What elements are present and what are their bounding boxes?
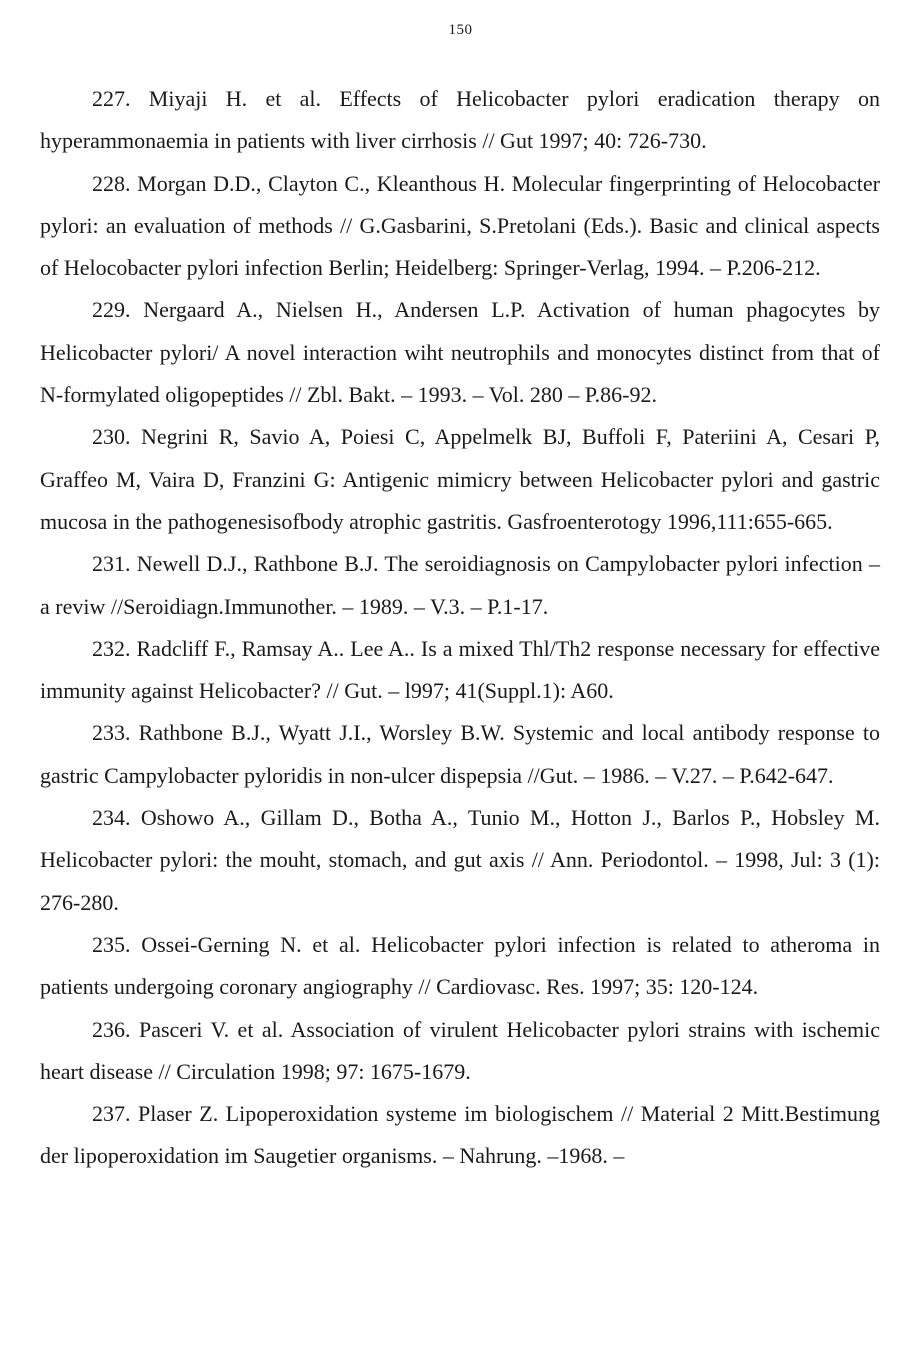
reference-228: 228. Morgan D.D., Clayton C., Kleanthous H. Molecular fingerprinting of Helocobacter pylori: an evaluation of methods // G.Gasbarini, S.Pretolani (Eds.). Basic and clinical aspects of Helocobacter pylori infection Berlin; Heidelberg: Springer-Verlag, 1994. – P.206-212. xyxy=(40,170,880,281)
page-number: 150 xyxy=(448,22,473,38)
reference-231: 231. Newell D.J., Rathbone B.J. The seroidiagnosis on Campylobacter pylori infection – a reviw //Seroidiagn.Immunother. – 1989. – V.3. – P.1-17. xyxy=(40,551,880,619)
reference-230: 230. Negrini R, Savio A, Poiesi C, Appelmelk BJ, Buffoli F, Pateriini A, Cesari P, Graffeo M, Vaira D, Franzini G: Antigenic mimicry between Helicobacter pylori and gastric mucosa in the pathogenesisofbody atrophic gastritis. Gasfroenterotogy 1996,111:655-665. xyxy=(40,424,880,534)
reference-234: 234. Oshowo A., Gillam D., Botha A., Tunio M., Hotton J., Barlos P., Hobsley M. Helicobacter pylori: the mouht, stomach, and gut axis // Ann. Periodontol. – 1998, Jul: 3 (1): 276-280. xyxy=(40,805,880,915)
reference-235: 235. Ossei-Gerning N. et al. Helicobacter pylori infection is related to atheroma in patients undergoing coronary angiography // Cardiovasc. Res. 1997; 35: 120-124. xyxy=(40,931,880,1000)
reference-233: 233. Rathbone B.J., Wyatt J.I., Worsley B.W. Systemic and local antibody response to gastric Campylobacter pyloridis in non-ulcer dispepsia //Gut. – 1986. – V.27. – P.642-647. xyxy=(40,720,880,788)
reference-232: 232. Radcliff F., Ramsay A.. Lee A.. Is a mixed Thl/Th2 response necessary for effective immunity against Helicobacter? // Gut. – l997; 41(Suppl.1): A60. xyxy=(40,635,880,704)
reference-list xyxy=(40,78,880,1178)
reference-236: 236. Pasceri V. et al. Association of virulent Helicobacter pylori strains with ischemic heart disease // Circulation 1998; 97: 1675-1679. xyxy=(40,1016,880,1084)
reference-237: 237. Plaser Z. Lipoperoxidation systeme im biologischem // Material 2 Mitt.Bestimung der lipoperoxidation im Saugetier organisms. – Nahrung. –1968. – xyxy=(40,1101,880,1169)
reference-229: 229. Nergaard A., Nielsen H., Andersen L.P. Activation of human phagocytes by Helicobacter pylori/ A novel interaction wiht neutrophils and monocytes distinct from that of N-formylated oligopeptides // Zbl. Bakt. – 1993. – Vol. 280 – P.86-92. xyxy=(40,297,880,408)
reference-227: 227. Miyaji H. et al. Effects of Helicobacter pylori eradication therapy on hyperammonaemia in patients with liver cirrhosis // Gut 1997; 40: 726-730. xyxy=(40,86,880,154)
